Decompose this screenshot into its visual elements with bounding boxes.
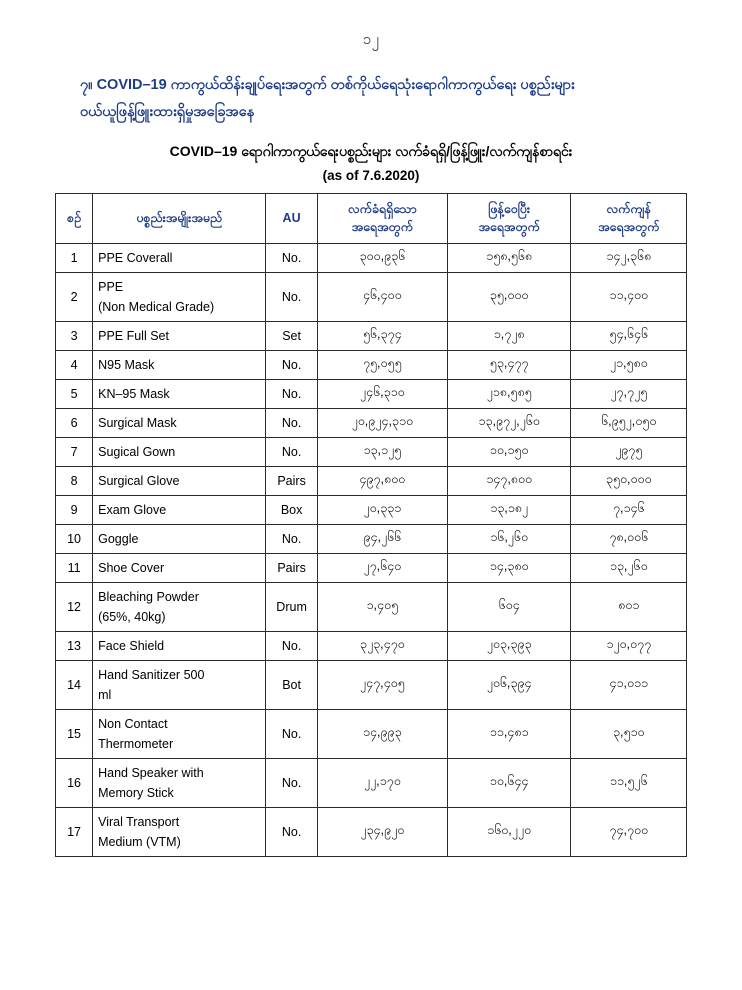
cell-balance: ၇,၁၄၆ <box>571 496 687 525</box>
cell-no: 6 <box>56 409 93 438</box>
cell-no: 15 <box>56 710 93 759</box>
table-row <box>56 632 687 661</box>
as-of-date: (as of 7.6.2020) <box>322 167 420 183</box>
cell-distributed: ၂၁၈,၅၈၅ <box>447 380 571 409</box>
cell-no: 5 <box>56 380 93 409</box>
cell-item-line1: Sugical Gown <box>98 445 176 460</box>
cell-item-line1: Viral Transport <box>98 815 180 830</box>
cell-no: 16 <box>56 759 93 808</box>
cell-no: 17 <box>56 808 93 857</box>
cell-received: ၃၀၀,၉၃၆ <box>317 244 447 273</box>
column-header-balance-l1: လက်ကျန် <box>606 201 652 216</box>
cell-item <box>93 244 266 273</box>
column-header-balance <box>571 193 687 244</box>
cell-au: No. <box>266 525 318 554</box>
cell-item <box>93 409 266 438</box>
cell-item-line1: Bleaching Powder <box>98 590 199 605</box>
cell-item-line1: Hand Speaker with <box>98 766 204 781</box>
cell-distributed: ၁၄,၃၈၀ <box>447 554 571 583</box>
cell-item <box>93 351 266 380</box>
cell-item <box>93 808 266 857</box>
heading-line-1: ၇။ COVID–19 ကာကွယ်ထိန်းချုပ်ရေးအတွက် တစ်ကိုယ်ရေသုံးရောဂါကာကွယ်ရေး ပစ္စည်းများ <box>80 77 575 93</box>
table-title: COVID–19 ရောဂါကာကွယ်ရေးပစ္စည်းများ လက်ခံရရှိ/ဖြန့်ဖြူး/လက်ကျန်စာရင်း <box>169 142 573 159</box>
cell-au: Drum <box>266 583 318 632</box>
cell-item-line1: Non Contact <box>98 717 168 732</box>
cell-balance: ၈၀၁ <box>571 583 687 632</box>
heading-line-2: ဝယ်ယူဖြန့်ဖြူးထားရှိမှုအခြေအနေ <box>80 103 255 120</box>
cell-distributed: ၁၃,၉၇၂,၂၆၀ <box>447 409 571 438</box>
cell-received: ၄၉၇,၈၀၀ <box>317 467 447 496</box>
cell-item-line2: (65%, 40kg) <box>98 610 166 625</box>
table-row <box>56 322 687 351</box>
table-header-row <box>56 193 687 244</box>
cell-balance: ၁၃,၂၆၀ <box>571 554 687 583</box>
table-row <box>56 710 687 759</box>
table-row <box>56 273 687 322</box>
table-row <box>56 351 687 380</box>
cell-received: ၂၂,၁၇၀ <box>317 759 447 808</box>
cell-no: 9 <box>56 496 93 525</box>
cell-distributed: ၁၀,၁၅၀ <box>447 438 571 467</box>
cell-no: 13 <box>56 632 93 661</box>
cell-distributed: ၁,၇၂၈ <box>447 322 571 351</box>
cell-item-line2: Memory Stick <box>98 786 174 801</box>
page-number: ၁၂ <box>362 31 380 48</box>
cell-item <box>93 759 266 808</box>
cell-received: ၄၆,၄၀၀ <box>317 273 447 322</box>
cell-no: 12 <box>56 583 93 632</box>
table-row <box>56 583 687 632</box>
column-header-no-l1: စဉ် <box>67 211 82 225</box>
cell-item <box>93 273 266 322</box>
cell-received: ၅၆,၃၇၄ <box>317 322 447 351</box>
cell-au: Set <box>266 322 318 351</box>
cell-received: ၁,၄၀၅ <box>317 583 447 632</box>
cell-item-line1: KN–95 Mask <box>98 387 170 402</box>
cell-balance: ၇၄,၇၀၀ <box>571 808 687 857</box>
cell-received: ၃၂၃,၄၇၀ <box>317 632 447 661</box>
table-row <box>56 380 687 409</box>
cell-balance: ၃၅၀,၀၀၀ <box>571 467 687 496</box>
cell-item <box>93 554 266 583</box>
column-header-distributed-l2: အရေအတွက် <box>478 220 540 235</box>
cell-au: Bot <box>266 661 318 710</box>
supplies-table <box>55 193 687 858</box>
table-row <box>56 467 687 496</box>
column-header-item <box>93 193 266 244</box>
cell-distributed: ၅၃,၄၇၇ <box>447 351 571 380</box>
cell-item-line1: PPE Coverall <box>98 251 173 266</box>
cell-item <box>93 661 266 710</box>
column-header-received <box>317 193 447 244</box>
table-row <box>56 525 687 554</box>
column-header-distributed <box>447 193 571 244</box>
column-header-au-l1: AU <box>282 211 301 225</box>
cell-item <box>93 322 266 351</box>
cell-balance: ၄၁,၀၁၁ <box>571 661 687 710</box>
table-row <box>56 661 687 710</box>
cell-balance: ၁၄၂,၃၆၈ <box>571 244 687 273</box>
cell-item-line1: PPE <box>98 280 124 295</box>
cell-no: 3 <box>56 322 93 351</box>
column-header-item-l1: ပစ္စည်းအမျိုးအမည် <box>136 211 223 225</box>
cell-au: No. <box>266 438 318 467</box>
table-container <box>0 193 742 858</box>
section-heading <box>0 72 742 126</box>
cell-au: No. <box>266 759 318 808</box>
cell-item <box>93 632 266 661</box>
table-row <box>56 496 687 525</box>
cell-au: No. <box>266 710 318 759</box>
cell-item <box>93 710 266 759</box>
cell-no: 7 <box>56 438 93 467</box>
column-header-received-l2: အရေအတွက် <box>351 220 413 235</box>
cell-distributed: ၁၃,၁၈၂ <box>447 496 571 525</box>
cell-balance: ၁၂၀,၀၇၇ <box>571 632 687 661</box>
cell-item <box>93 583 266 632</box>
cell-distributed: ၁၄၇,၈၀၀ <box>447 467 571 496</box>
cell-balance: ၁၁,၅၂၆ <box>571 759 687 808</box>
cell-received: ၇၅,၀၅၅ <box>317 351 447 380</box>
table-row <box>56 554 687 583</box>
cell-item <box>93 525 266 554</box>
cell-no: 2 <box>56 273 93 322</box>
cell-balance: ၅၄,၆၄၆ <box>571 322 687 351</box>
cell-item-line1: Exam Glove <box>98 503 167 518</box>
cell-distributed: ၁၆,၂၆၀ <box>447 525 571 554</box>
cell-no: 11 <box>56 554 93 583</box>
cell-no: 14 <box>56 661 93 710</box>
cell-item-line1: Goggle <box>98 532 139 547</box>
cell-received: ၂၀,၉၂၄,၃၁၀ <box>317 409 447 438</box>
cell-au: No. <box>266 808 318 857</box>
cell-balance: ၃,၅၁၀ <box>571 710 687 759</box>
cell-au: No. <box>266 244 318 273</box>
table-header <box>56 193 687 244</box>
cell-item-line1: N95 Mask <box>98 358 155 373</box>
column-header-received-l1: လက်ခံရရှိသော <box>347 201 417 216</box>
cell-distributed: ၂၀၆,၃၉၄ <box>447 661 571 710</box>
cell-au: Box <box>266 496 318 525</box>
cell-received: ၉၄,၂၆၆ <box>317 525 447 554</box>
cell-distributed: ၆၀၄ <box>447 583 571 632</box>
cell-item-line2: ml <box>98 688 112 703</box>
cell-item-line1: Shoe Cover <box>98 561 165 576</box>
cell-received: ၂၄၇,၄၀၅ <box>317 661 447 710</box>
cell-no: 1 <box>56 244 93 273</box>
table-row <box>56 759 687 808</box>
column-header-distributed-l1: ဖြန့်ဝေပြီး <box>488 201 531 216</box>
cell-received: ၂၇,၆၄၀ <box>317 554 447 583</box>
cell-distributed: ၃၅,၀၀၀ <box>447 273 571 322</box>
cell-item-line1: Surgical Mask <box>98 416 177 431</box>
table-row <box>56 244 687 273</box>
cell-item-line1: Hand Sanitizer 500 <box>98 668 205 683</box>
column-header-au <box>266 193 318 244</box>
document-page <box>0 30 742 990</box>
cell-item <box>93 496 266 525</box>
cell-distributed: ၁၅၈,၅၆၈ <box>447 244 571 273</box>
cell-item-line2: (Non Medical Grade) <box>98 300 215 315</box>
table-body <box>56 244 687 857</box>
cell-balance: ၂၉၇၅ <box>571 438 687 467</box>
cell-au: No. <box>266 273 318 322</box>
cell-received: ၂၄၆,၃၁၀ <box>317 380 447 409</box>
cell-item-line2: Medium (VTM) <box>98 835 181 850</box>
cell-item-line2: Thermometer <box>98 737 174 752</box>
cell-balance: ၆,၉၅၂,၀၅၀ <box>571 409 687 438</box>
cell-balance: ၇၈,၀၀၆ <box>571 525 687 554</box>
cell-received: ၁၃,၁၂၅ <box>317 438 447 467</box>
cell-balance: ၁၁,၄၀၀ <box>571 273 687 322</box>
cell-received: ၂၃၄,၉၂၀ <box>317 808 447 857</box>
cell-received: ၂၀,၃၃၁ <box>317 496 447 525</box>
cell-au: Pairs <box>266 554 318 583</box>
cell-au: No. <box>266 632 318 661</box>
cell-au: No. <box>266 409 318 438</box>
cell-distributed: ၁၀,၆၄၄ <box>447 759 571 808</box>
cell-no: 4 <box>56 351 93 380</box>
cell-item <box>93 380 266 409</box>
cell-no: 8 <box>56 467 93 496</box>
cell-distributed: ၁၁,၄၈၁ <box>447 710 571 759</box>
column-header-balance-l2: အရေအတွက် <box>598 220 660 235</box>
cell-balance: ၂၇,၇၂၅ <box>571 380 687 409</box>
table-row <box>56 438 687 467</box>
cell-item <box>93 467 266 496</box>
cell-item-line1: PPE Full Set <box>98 329 169 344</box>
cell-received: ၁၄,၉၉၃ <box>317 710 447 759</box>
cell-item-line1: Surgical Glove <box>98 474 180 489</box>
table-row <box>56 409 687 438</box>
table-row <box>56 808 687 857</box>
cell-item-line1: Face Shield <box>98 639 165 654</box>
cell-au: No. <box>266 380 318 409</box>
cell-item <box>93 438 266 467</box>
column-header-no <box>56 193 93 244</box>
cell-au: No. <box>266 351 318 380</box>
cell-distributed: ၁၆၀,၂၂၀ <box>447 808 571 857</box>
cell-distributed: ၂၀၃,၃၉၃ <box>447 632 571 661</box>
cell-balance: ၂၁,၅၈၀ <box>571 351 687 380</box>
cell-no: 10 <box>56 525 93 554</box>
cell-au: Pairs <box>266 467 318 496</box>
